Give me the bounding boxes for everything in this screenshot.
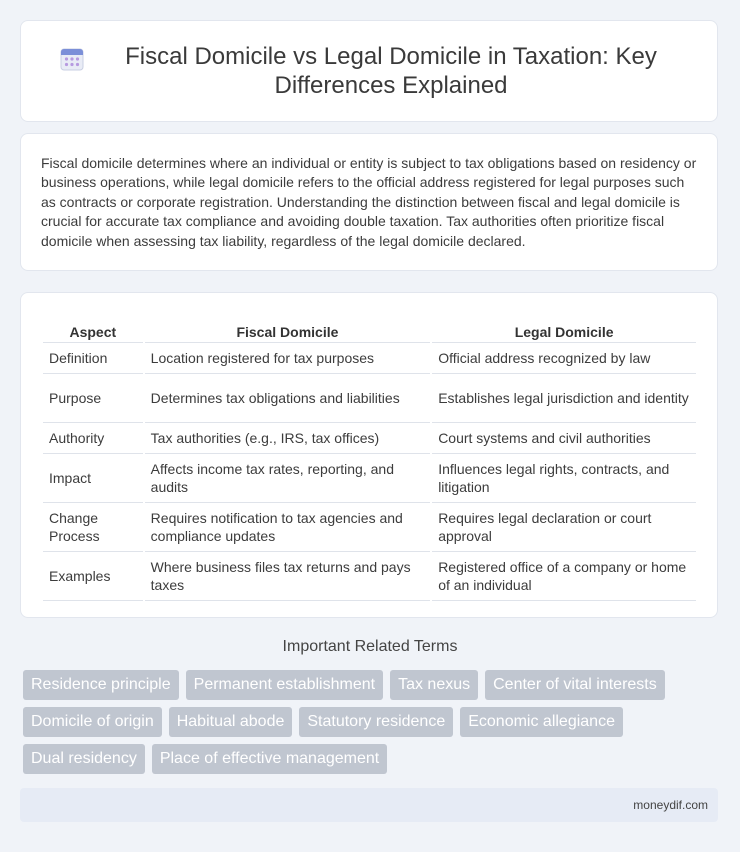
related-term-tag[interactable]: Economic allegiance [460, 707, 623, 737]
table-header-legal: Legal Domicile [432, 313, 696, 343]
related-term-tag[interactable]: Habitual abode [169, 707, 293, 737]
table-cell: Change Process [43, 503, 143, 552]
table-cell: Registered office of a company or home of an individual [432, 552, 696, 601]
table-row [43, 374, 696, 423]
table-cell: Establishes legal jurisdiction and identity [432, 374, 696, 423]
related-term-tag[interactable]: Domicile of origin [23, 707, 162, 737]
related-term-tag[interactable]: Center of vital interests [485, 670, 665, 700]
related-terms-heading: Important Related Terms [282, 638, 458, 655]
table-header-aspect: Aspect [43, 313, 143, 343]
intro-paragraph: Fiscal domicile determines where an individual or entity is subject to tax obligations based on residency or business operations, while legal domicile refers to the official address registered for legal purposes such as contracts or corporate registration. Understanding the distinction between fiscal and legal domicile is crucial for accurate tax compliance and avoiding double taxation. Tax authorities often prioritize fiscal domicile when assessing tax liability, regardless of the legal domicile declared. [41, 155, 697, 249]
related-term-tag[interactable]: Permanent establishment [186, 670, 383, 700]
comparison-table [41, 313, 698, 601]
related-terms-list [23, 670, 723, 774]
table-row [43, 552, 696, 601]
table-cell: Affects income tax rates, reporting, and audits [145, 454, 431, 503]
table-cell: Purpose [43, 374, 143, 423]
table-cell: Tax authorities (e.g., IRS, tax offices) [145, 423, 431, 454]
comparison-table-card [20, 292, 718, 618]
table-cell: Influences legal rights, contracts, and litigation [432, 454, 696, 503]
table-cell: Requires notification to tax agencies and compliance updates [145, 503, 431, 552]
footer-site-link[interactable]: moneydif.com [633, 798, 708, 812]
related-term-tag[interactable]: Dual residency [23, 744, 145, 774]
table-row [43, 423, 696, 454]
table-cell: Official address recognized by law [432, 343, 696, 374]
table-cell: Requires legal declaration or court approval [432, 503, 696, 552]
table-row [43, 503, 696, 552]
table-row [43, 454, 696, 503]
table-cell: Location registered for tax purposes [145, 343, 431, 374]
table-cell: Determines tax obligations and liabilities [145, 374, 431, 423]
table-header-fiscal: Fiscal Domicile [145, 313, 431, 343]
table-cell: Where business files tax returns and pays taxes [145, 552, 431, 601]
header-card [20, 20, 718, 122]
title-wrap [59, 42, 679, 100]
table-cell: Authority [43, 423, 143, 454]
table-cell: Examples [43, 552, 143, 601]
calendar-icon [59, 46, 85, 72]
related-term-tag[interactable]: Statutory residence [299, 707, 453, 737]
related-term-tag[interactable]: Tax nexus [390, 670, 478, 700]
table-cell: Definition [43, 343, 143, 374]
related-term-tag[interactable]: Residence principle [23, 670, 179, 700]
footer [20, 788, 718, 822]
page-title: Fiscal Domicile vs Legal Domicile in Taxation: Key Differences Explained [125, 43, 657, 99]
table-row [43, 343, 696, 374]
intro-card [20, 133, 718, 271]
table-cell: Impact [43, 454, 143, 503]
related-term-tag[interactable]: Place of effective management [152, 744, 387, 774]
table-cell: Court systems and civil authorities [432, 423, 696, 454]
